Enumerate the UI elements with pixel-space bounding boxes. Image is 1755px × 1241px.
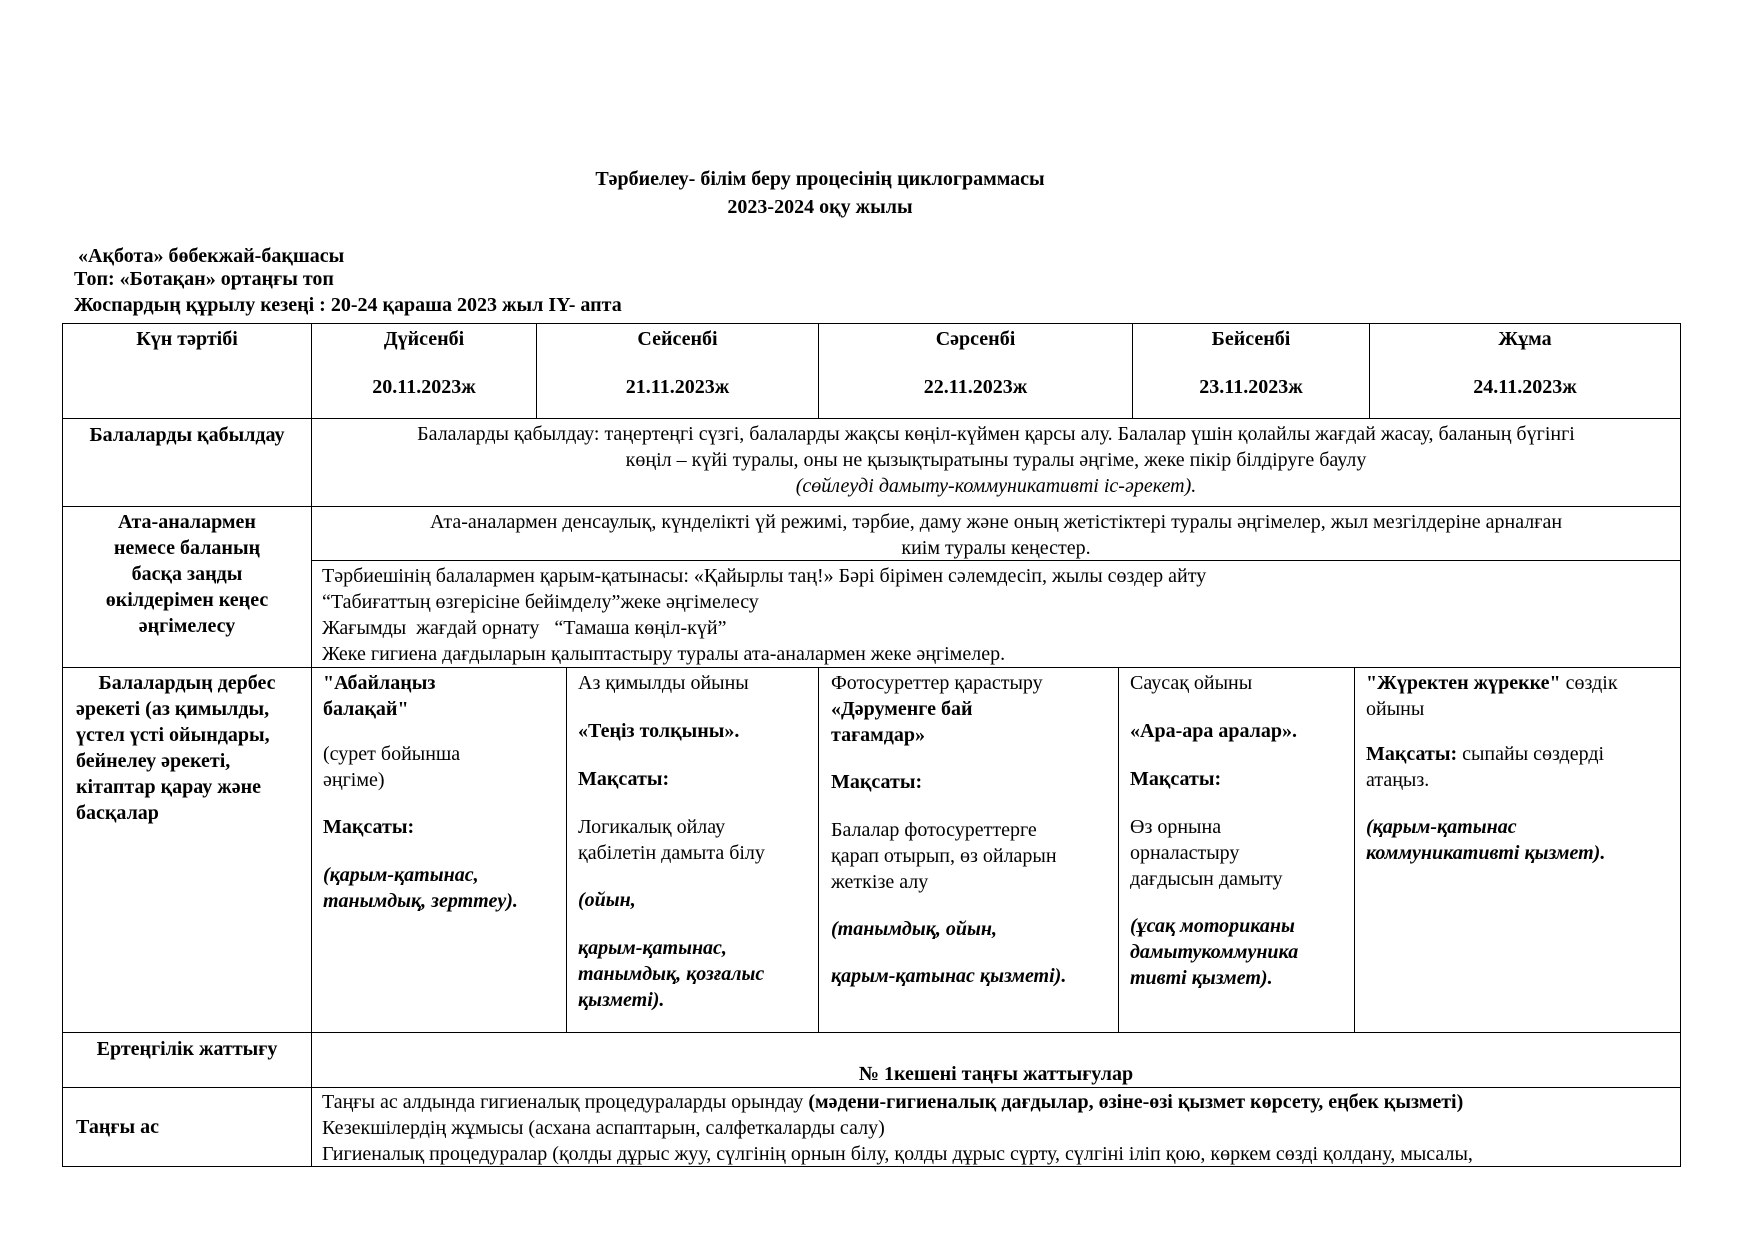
fri-note-2: коммуникативті қызмет).	[1366, 842, 1606, 864]
fri-title-2: ойыны	[1366, 698, 1425, 720]
col-header-routine: Күн тәртібі	[136, 328, 238, 350]
fri-goal-text-2: атаңыз.	[1366, 769, 1430, 791]
wed-title-1: «Дәруменге бай	[831, 698, 973, 720]
mon-note-2: танымдық, зерттеу).	[323, 890, 518, 912]
day-name-wed: Сәрсенбі	[935, 328, 1016, 350]
tue-type: Аз қимылды ойыны	[578, 672, 749, 694]
parents-bottom-2: “Табиғаттың өзгерісіне бейімделу”жеке әңгімелесу	[322, 591, 759, 613]
tue-note-3: танымдық, қозғалыс	[578, 963, 765, 985]
day-name-tue: Сейсенбі	[637, 328, 718, 350]
fri-goal-line	[1366, 741, 1604, 767]
tue-goal: Мақсаты:	[578, 768, 670, 790]
mon-sub-1: (сурет бойынша	[323, 743, 461, 765]
activity-label-6: басқалар	[76, 802, 159, 824]
day-date-mon: 20.11.2023ж	[372, 376, 476, 398]
exercise-label: Ертеңгілік жаттығу	[96, 1038, 278, 1060]
parents-label-5: әңгімелесу	[138, 615, 236, 637]
activity-label-3: үстел үсті ойындары,	[76, 724, 270, 746]
parents-bottom-3: Жағымды жағдай орнату “Тамаша көңіл-күй”	[322, 617, 727, 639]
mon-title-2: балақай"	[323, 698, 409, 720]
breakfast-line-3: Гигиеналық процедуралар (қолды дұрыс жуу, сүлгінің орнын білу, қолды дұрыс сүрту, сүлгіні іліп қою, көркем сөзді қолдану, мысалы,	[322, 1143, 1473, 1165]
reception-label: Балаларды қабылдау	[89, 424, 285, 446]
tue-note-2: қарым-қатынас,	[578, 937, 727, 959]
activity-label-5: кітаптар қарау және	[76, 776, 262, 798]
mon-goal: Мақсаты:	[323, 816, 415, 838]
wed-goal-text-2: қарап отырып, өз ойларын	[831, 845, 1057, 867]
parents-top-2: киім туралы кеңестер.	[901, 537, 1091, 559]
exercise-text: № 1кешені таңғы жаттығулар	[858, 1063, 1134, 1085]
document-title	[0, 165, 1640, 221]
fri-note-1: (қарым-қатынас	[1366, 816, 1517, 838]
reception-text-2: көңіл – күйі туралы, оны не қызықтыратыны туралы әңгіме, жеке пікір білдіруге баулу	[625, 449, 1367, 471]
day-date-wed: 22.11.2023ж	[923, 376, 1028, 398]
tue-title: «Теңіз толқыны».	[578, 720, 740, 742]
breakfast-text-1a: Таңғы ас алдында гигиеналық процедураларды орындау	[322, 1091, 809, 1113]
day-name-fri: Жұма	[1498, 328, 1552, 350]
wed-title-2: тағамдар»	[831, 724, 926, 746]
fri-title-suffix: сөздік	[1560, 672, 1618, 694]
plan-period: Жоспардың құрылу кезеңі : 20-24 қараша 2023 жыл IY- апта	[74, 294, 622, 316]
title-line-2: 2023-2024 оқу жылы	[727, 196, 913, 218]
parents-label-2: немесе баланың	[113, 537, 261, 559]
title-line-1: Тәрбиелеу- білім беру процесінің циклограммасы	[595, 168, 1045, 190]
wed-goal-text-3: жеткізе алу	[831, 871, 929, 893]
activity-label-1: Балалардың дербес	[98, 672, 276, 694]
wed-goal: Мақсаты:	[831, 771, 923, 793]
tue-note-4: қызметі).	[578, 989, 665, 1011]
day-date-fri: 24.11.2023ж	[1473, 376, 1577, 398]
parents-bottom-4: Жеке гигиена дағдыларын қалыптастыру туралы ата-аналармен жеке әңгімелер.	[322, 643, 1006, 665]
wed-goal-text-1: Балалар фотосуреттерге	[831, 819, 1037, 841]
breakfast-line-2: Кезекшілердің жұмысы (асхана аспаптарын, салфеткаларды салу)	[322, 1117, 885, 1139]
thu-goal-text-3: дағдысын дамыту	[1130, 868, 1283, 890]
tue-goal-text-2: қабілетін дамыта білу	[578, 842, 765, 864]
day-date-thu: 23.11.2023ж	[1199, 376, 1303, 398]
day-date-tue: 21.11.2023ж	[625, 376, 730, 398]
day-name-mon: Дүйсенбі	[383, 328, 465, 350]
parents-label-3: басқа заңды	[131, 563, 243, 585]
activity-label-4: бейнелеу әрекеті,	[76, 750, 231, 772]
thu-goal: Мақсаты:	[1130, 768, 1222, 790]
reception-text-3: (сөйлеуді дамыту-коммуникативті іс-әрекет).	[795, 475, 1197, 497]
breakfast-text-1b: (мәдени-гигиеналық дағдылар, өзіне-өзі қызмет көрсету, еңбек қызметі)	[808, 1091, 1464, 1113]
thu-type: Саусақ ойыны	[1130, 672, 1253, 694]
parents-label-1: Ата-аналармен	[118, 511, 256, 533]
thu-title: «Ара-ара аралар».	[1130, 720, 1297, 742]
reception-text-1: Балаларды қабылдау: таңертеңгі сүзгі, балаларды жақсы көңіл-күймен қарсы алу. Балалар үшін қолайлы жағдай жасау, баланың бүгінгі	[417, 423, 1575, 445]
thu-goal-text-2: орналастыру	[1130, 842, 1240, 864]
parents-bottom-1: Тәрбиешінің балалармен қарым-қатынасы: «Қайырлы таң!» Бәрі бірімен сәлемдесіп, жылы сөздер айту	[322, 565, 1207, 587]
thu-goal-text-1: Өз орнына	[1130, 816, 1222, 838]
parents-label-4: өкілдерімен кеңес	[105, 589, 269, 611]
fri-goal-text-1: сыпайы сөздерді	[1457, 743, 1605, 765]
tue-goal-text-1: Логикалық ойлау	[578, 816, 726, 838]
mon-title-1: "Абайлаңыз	[323, 672, 436, 694]
wed-note-2: қарым-қатынас қызметі).	[831, 965, 1067, 987]
fri-goal: Мақсаты:	[1366, 743, 1458, 765]
parents-top-1: Ата-аналармен денсаулық, күнделікті үй режимі, тәрбие, даму және оның жетістіктері туралы әңгімелер, жыл мезгілдеріне арналған	[429, 511, 1563, 533]
activity-label-2: әрекеті (аз қимылды,	[76, 698, 270, 720]
fri-title-line	[1366, 670, 1618, 696]
tue-note-1: (ойын,	[578, 889, 636, 911]
mon-sub-2: әңгіме)	[323, 769, 385, 791]
group-name: Топ: «Ботақан» ортаңғы топ	[74, 268, 334, 290]
thu-note-2: дамытукоммуника	[1130, 941, 1299, 963]
kindergarten-name: «Ақбота» бөбекжай-бақшасы	[78, 245, 345, 267]
breakfast-line-1	[322, 1089, 1463, 1115]
mon-note-1: (қарым-қатынас,	[323, 864, 479, 886]
fri-title: "Жүректен жүрекке"	[1366, 672, 1561, 694]
day-name-thu: Бейсенбі	[1211, 328, 1291, 350]
thu-note-1: (ұсақ моториканы	[1130, 915, 1295, 937]
breakfast-label: Таңғы ас	[76, 1116, 159, 1138]
wed-type: Фотосуреттер қарастыру	[831, 672, 1043, 694]
thu-note-3: тивті қызмет).	[1130, 967, 1273, 989]
wed-note-1: (танымдық, ойын,	[831, 918, 997, 940]
